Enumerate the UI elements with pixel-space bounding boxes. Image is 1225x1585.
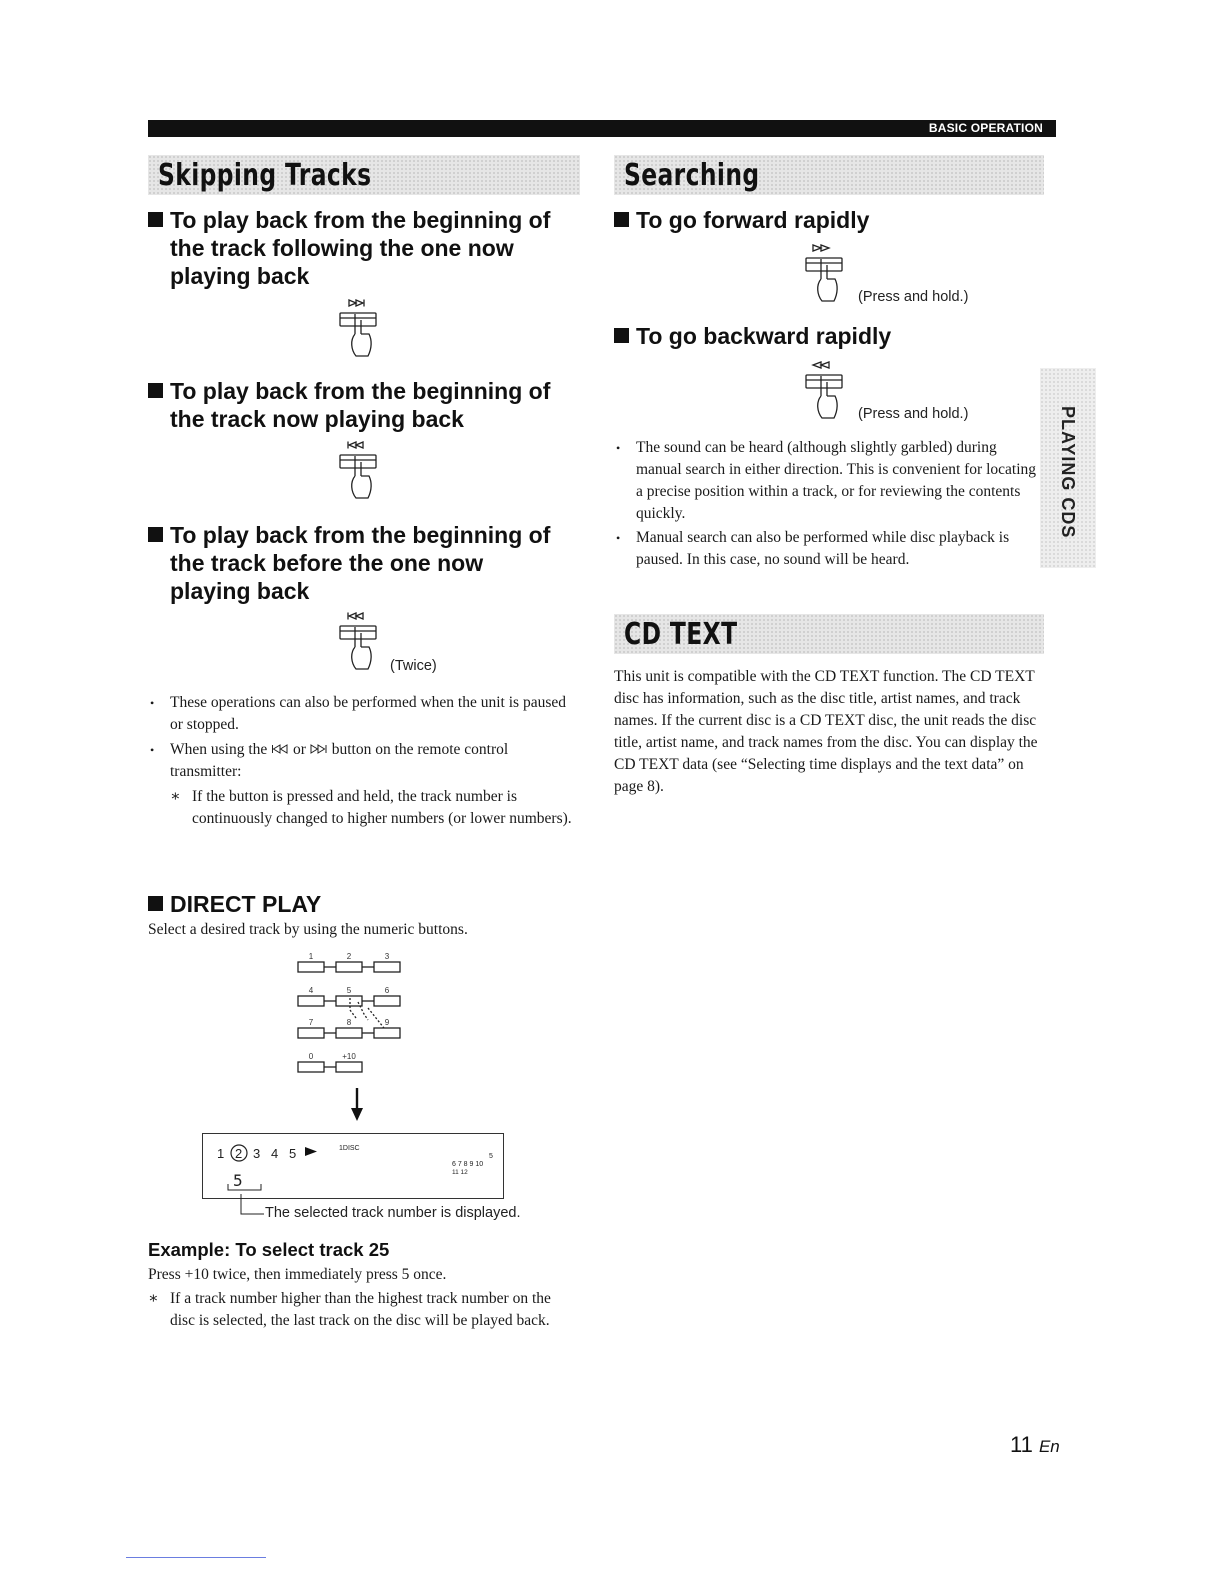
key-label: 4: [308, 986, 314, 995]
display-small: 11 12: [452, 1169, 468, 1176]
example-title: Example: To select track 25: [148, 1239, 390, 1260]
front-panel-display: [202, 1133, 504, 1199]
square-bullet-icon: [614, 212, 629, 227]
bullet-remote: • When using the or button on the remote control transmitter:: [148, 739, 578, 783]
skipping-title: Skipping Tracks: [158, 158, 372, 193]
hold-note-forward: (Press and hold.): [858, 289, 969, 305]
display-small: 6 7 8 9 10: [452, 1161, 484, 1168]
twice-note: (Twice): [390, 658, 437, 674]
example-note: ∗ If a track number higher than the highest track number on the disc is selected, the last track on the disc will be played back.: [148, 1288, 578, 1332]
example-instructions: [148, 1264, 578, 1332]
example-body: Press +10 twice, then immediately press 5 once.: [148, 1266, 447, 1283]
key-label: 5: [346, 986, 352, 995]
display-number: 5: [233, 1171, 243, 1190]
bullet-paused-search: • Manual search can also be performed while disc playback is paused. In this case, no sound will be heard.: [614, 527, 1038, 571]
searching-title: Searching: [624, 158, 760, 193]
square-bullet-icon: [148, 527, 163, 542]
note-press-hold: ∗ If the button is pressed and held, the track number is continuously changed to higher numbers (or lower numbers).: [170, 786, 578, 830]
skip-back-icon: [271, 744, 289, 754]
section-tag: BASIC OPERATION: [919, 120, 1053, 137]
heading-previous-track: To play back from the beginning of the track before the one now playing back: [148, 521, 588, 605]
caption-leader-line: [236, 1194, 266, 1218]
key-label: 6: [384, 986, 390, 995]
key-label: 9: [384, 1018, 390, 1027]
footer-rule: [126, 1557, 266, 1558]
display-disc: 1DISC: [339, 1145, 360, 1152]
bullet-paused: • These operations can also be performed when the unit is paused or stopped.: [148, 692, 578, 736]
skipping-notes: [148, 692, 578, 830]
bullet-garbled: • The sound can be heard (although slightly garbled) during manual search in either direction. This is convenient for locating a precise position within a track, or for reviewing the contents quickly.: [614, 437, 1038, 525]
square-bullet-icon: [148, 896, 163, 911]
searching-banner: [614, 155, 1044, 195]
display-small: 5: [489, 1153, 493, 1160]
play-icon: [305, 1147, 317, 1156]
skipping-banner: [148, 155, 580, 195]
key-label: +10: [342, 1052, 356, 1061]
cdtext-banner: [614, 614, 1044, 654]
skip-forward-icon: [310, 744, 328, 754]
display-track: 5: [289, 1146, 297, 1161]
skip-back-button-icon: [336, 438, 388, 510]
display-track: 1: [217, 1146, 225, 1161]
key-label: 7: [308, 1018, 314, 1027]
cdtext-title: CD TEXT: [624, 617, 738, 652]
chapter-side-tab-label: PLAYING CDS: [1058, 405, 1078, 539]
fast-forward-button-icon: [802, 241, 854, 313]
key-label: 2: [346, 952, 352, 961]
page-number: 11 En: [1010, 1432, 1060, 1457]
key-label: 3: [384, 952, 390, 961]
heading-direct-play: DIRECT PLAY: [148, 890, 588, 918]
down-arrow-icon: [350, 1088, 364, 1122]
direct-intro: Select a desired track by using the numeric buttons.: [148, 921, 468, 938]
rewind-button-icon: [802, 358, 854, 430]
square-bullet-icon: [148, 383, 163, 398]
display-caption: The selected track number is displayed.: [265, 1205, 521, 1221]
chapter-side-tab: [1040, 368, 1096, 568]
cdtext-body: This unit is compatible with the CD TEXT function. The CD TEXT disc has information, such as the disc title, artist names, and track names. If the current disc is a CD TEXT disc, the unit reads the disc title, artist name, and track names from the disc. You can display the CD TEXT data (see “Selecting time displays and the text data” on page 8).: [614, 668, 1038, 795]
searching-notes: [614, 437, 1038, 571]
display-readout: [203, 1134, 503, 1198]
key-label: 0: [308, 1052, 314, 1061]
hold-note-backward: (Press and hold.): [858, 406, 969, 422]
key-label: 1: [308, 952, 314, 961]
skip-back-button-icon: [336, 609, 388, 681]
square-bullet-icon: [614, 328, 629, 343]
display-track: 4: [271, 1146, 279, 1161]
key-label: 8: [346, 1018, 352, 1027]
skip-forward-button-icon: [336, 296, 388, 368]
square-bullet-icon: [148, 212, 163, 227]
heading-backward: To go backward rapidly: [614, 322, 1044, 350]
numeric-keypad-illustration: [294, 950, 424, 1080]
heading-next-track: To play back from the beginning of the track following the one now playing back: [148, 206, 588, 290]
heading-forward: To go forward rapidly: [614, 206, 1044, 234]
heading-current-track: To play back from the beginning of the track now playing back: [148, 377, 588, 433]
display-track: 3: [253, 1146, 261, 1161]
display-track-selected: 2: [235, 1146, 243, 1161]
